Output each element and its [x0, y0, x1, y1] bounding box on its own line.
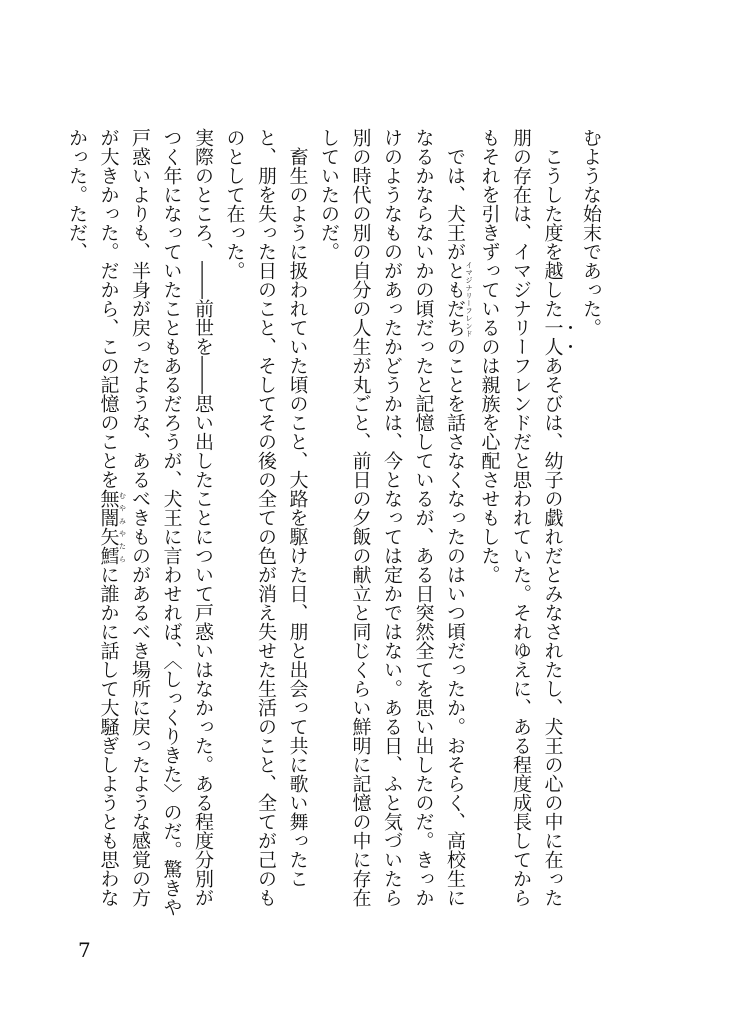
emphasized-text: 一人 — [541, 318, 564, 356]
paragraph — [313, 128, 474, 918]
ruby-base: 無闇矢鱈 — [97, 489, 120, 565]
text-run: 畜生のように扱われていた頃のこと、大路を駆けた日、朋と出会って共に歌い舞ったこと、朋を失った日のこと、そしてその後の全ての色が消え失せた生活のこと、全てが己のものとして在った。 — [223, 128, 309, 907]
ruby-word — [97, 489, 127, 565]
paragraph — [575, 128, 607, 918]
paragraph — [61, 128, 219, 918]
paragraph — [218, 128, 313, 918]
text-run: むような始末であった。 — [580, 128, 602, 337]
text-run: に誰かに話して大騒ぎしようとも思わなかった。ただ、 — [66, 128, 120, 907]
text-run: 実際のところ、――前世を――思い出したことについて戸惑いはなかった。ある程度分別がつく年になっていたこともあるだろうが、犬王に言わせれば、〈しっくりきた〉のだ。驚きや戸惑いよりも、半身が戻ったような、あるべきものがあるべき場所に戻ったような感覚の方が大きかった。だから、この記憶のことを — [97, 128, 214, 917]
text-run: では、犬王が — [444, 147, 466, 261]
vertical-text-body — [61, 128, 607, 918]
text-run: のことを話さなくなったのはいつ頃だったか。おそらく、高校生になるかならないかの頃だったと記憶しているが、ある日突然全てを思い出したのだ。きっかけのようなものがあったかどうかは、今となっては定かではない。ある日、ふと気づいたら別の時代の別の自分の人生が丸ごと、前日の夕飯の献立と同じくらい鮮明に記憶の中に存在していたのだ。 — [318, 128, 466, 907]
ruby-word — [444, 261, 473, 337]
paragraph — [473, 128, 575, 918]
text-run: こうした度を越した — [541, 147, 564, 318]
page-number: 7 — [78, 938, 91, 962]
ruby-annotation: むやみやたら — [118, 489, 127, 565]
ruby-annotation: イマジナリーフレンド — [465, 261, 473, 337]
text-run: あそびは、幼子の戯れだとみなされたし、犬王の心の中に在った朋の存在は、イマジナリーフレンドだと思われていた。それゆえに、ある程度成長してからもそれを引きずっているのは親族を心配させもした。 — [478, 128, 564, 907]
ruby-base: ともだち — [444, 261, 466, 337]
